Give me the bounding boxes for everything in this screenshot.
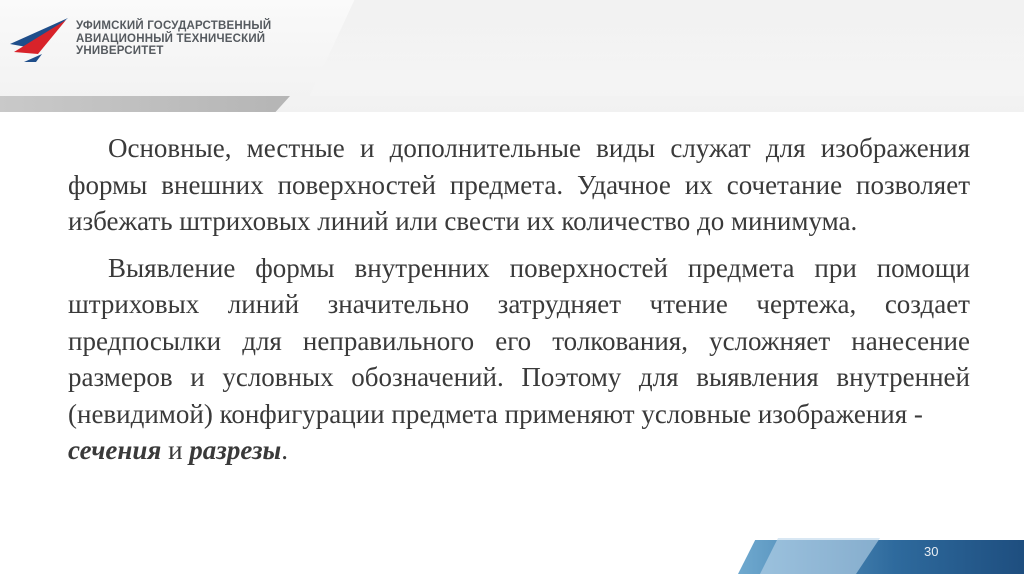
header-stripe [0,96,290,112]
page-number: 30 [924,544,939,559]
paragraph-hidden-lines [68,250,970,469]
slide-content [68,130,970,479]
university-name [76,20,271,58]
term-sections: сечения [68,435,162,465]
university-name-line: УНИВЕРСИТЕТ [76,45,164,57]
paragraph-ending: . [281,435,288,465]
header-decoration [280,0,1024,96]
university-name-line: АВИАЦИОННЫЙ ТЕХНИЧЕСКИЙ [76,32,266,45]
university-logo-icon [8,14,70,66]
university-name-line: УФИМСКИЙ ГОСУДАРСТВЕННЫЙ [76,20,272,32]
paragraph-text: Выявление формы внутренних поверхностей предмета при помощи штриховых линий значительно затрудняет чтение чертежа, создает предпосылки для неправильного его толкования, усложняет нанесение размеров и условных обозначений. Поэтому для выявления внутренней (невидимой) конфигурации предмета применяют условные изображения - [68,252,970,429]
term-cuts: разрезы [189,435,282,465]
paragraph-views: Основные, местные и дополнительные виды служат для изображения формы внешних поверхностей предмета. Удачное их сочетание позволяет избежать штриховых линий или свести их количество до минимума. [68,133,970,236]
conjunction-text: и [168,435,183,465]
